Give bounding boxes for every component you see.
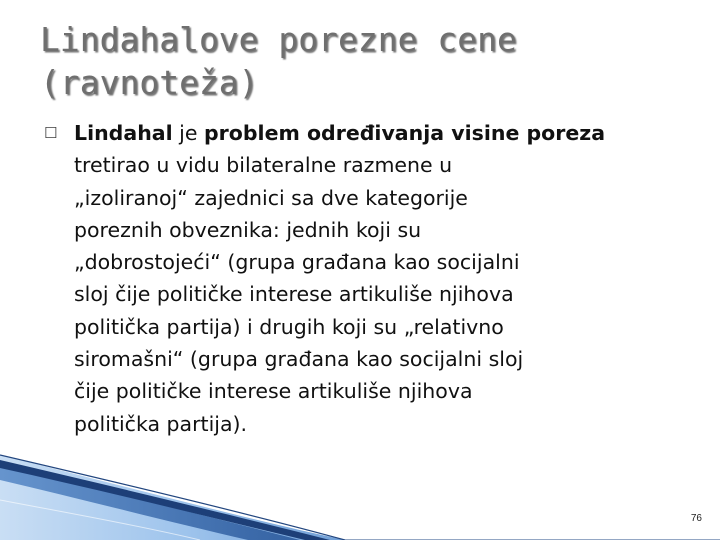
body-line: „izoliranoj“ zajednici sa dve kategorije bbox=[74, 185, 468, 210]
body-line-1 bbox=[74, 117, 704, 149]
body-plain-connector: je bbox=[172, 121, 204, 145]
body-line: „dobrostojeći“ (grupa građana kao socijalni bbox=[74, 250, 520, 275]
body-line: siromašni“ (grupa građana kao socijalni sloj bbox=[74, 347, 524, 372]
swoosh-light-band bbox=[0, 455, 345, 540]
body-bold-term: Lindahal bbox=[74, 121, 173, 145]
body-bold-phrase: problem određivanja visine poreza bbox=[204, 121, 606, 145]
body-line: čije političke interese artikuliše njihova bbox=[74, 379, 473, 404]
page-number: 76 bbox=[690, 513, 702, 524]
body-line: politička partija) i drugih koji su „relativno bbox=[74, 314, 504, 339]
bullet-list bbox=[44, 117, 704, 440]
bullet-item bbox=[44, 117, 704, 440]
title-line-2: (ravnoteža) bbox=[40, 63, 259, 102]
body-line: tretirao u vidu bilateralne razmene u bbox=[74, 153, 453, 178]
swoosh-highlight bbox=[0, 500, 200, 540]
slide-title bbox=[40, 18, 680, 104]
body-line: poreznih obveznika: jednih koji su bbox=[74, 217, 422, 242]
checkbox-bullet-icon: ☐ bbox=[44, 124, 58, 142]
swoosh-mid-band bbox=[0, 466, 300, 540]
body-line: sloj čije političke interese artikuliše njihova bbox=[74, 282, 514, 307]
swoosh-edge-line bbox=[0, 455, 345, 540]
title-line-1: Lindahalove porezne cene bbox=[40, 20, 517, 59]
swoosh-dark-band bbox=[0, 460, 330, 540]
body-line: politička partija). bbox=[74, 411, 248, 436]
